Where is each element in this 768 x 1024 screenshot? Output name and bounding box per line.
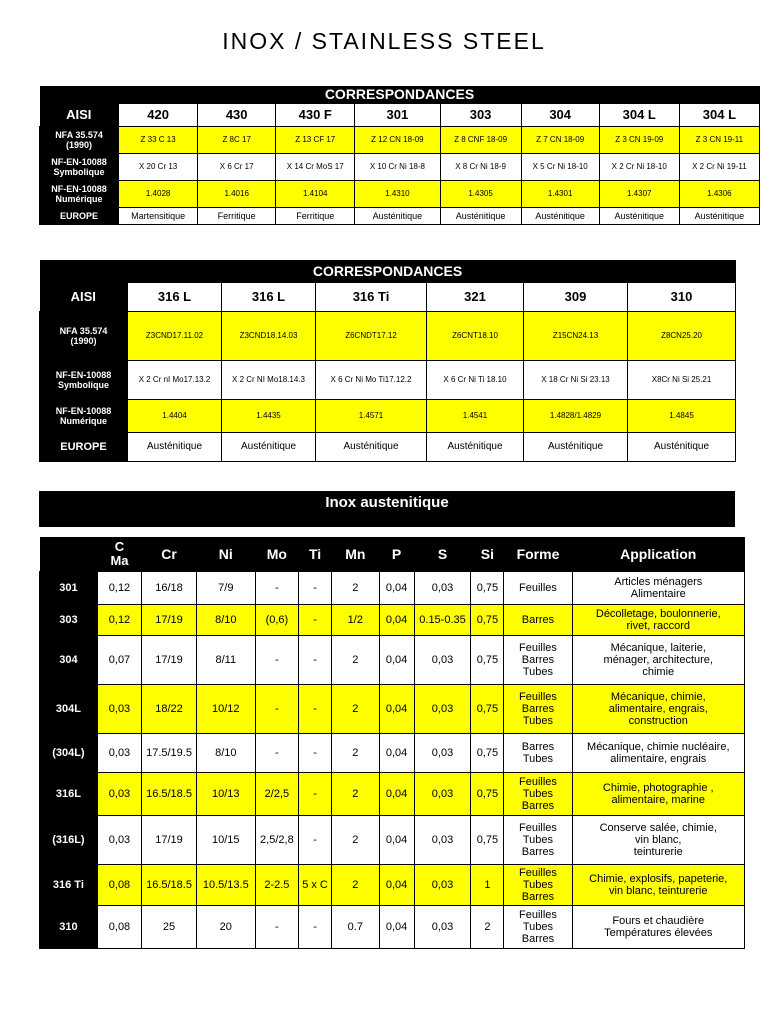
forme-cell: Barres	[504, 605, 572, 636]
value-cell: -	[299, 636, 332, 685]
table1-cell: X 20 Cr 13	[119, 153, 198, 180]
value-cell: 17.5/19.5	[142, 734, 197, 773]
value-cell: 2-2.5	[255, 865, 298, 906]
value-cell: 2	[332, 734, 379, 773]
table-row	[40, 816, 745, 865]
table1-cell: Z 3 CN 19-09	[599, 126, 679, 153]
value-cell: -	[299, 685, 332, 734]
table1-aisi-cell: 304 L	[599, 103, 679, 126]
table2-aisi-cell: 310	[628, 282, 736, 311]
table1-cell: Z 13 CF 17	[276, 126, 355, 153]
value-cell: 1/2	[332, 605, 379, 636]
table1-aisi-cell: 303	[440, 103, 521, 126]
forme-cell: Barres Tubes	[504, 734, 572, 773]
value-cell: -	[255, 572, 298, 605]
value-cell: -	[255, 636, 298, 685]
application-cell: Mécanique, laiterie, ménager, architecture, chimie	[572, 636, 744, 685]
table2-aisi-label: AISI	[40, 282, 128, 311]
header-cell: C Ma	[97, 537, 141, 572]
value-cell: 0,03	[414, 636, 471, 685]
table1-row-label: NF-EN-10088 Numérique	[40, 180, 119, 207]
value-cell: -	[255, 734, 298, 773]
table2-cell: X8Cr Ni Si 25.21	[628, 360, 736, 399]
table1-cell: Z 7 CN 18-09	[521, 126, 599, 153]
header-cell: P	[379, 537, 414, 572]
table1-row-label: NF-EN-10088 Symbolique	[40, 153, 119, 180]
table-row	[40, 572, 745, 605]
table1-cell: X 6 Cr 17	[198, 153, 276, 180]
forme-cell: Feuilles Barres Tubes	[504, 685, 572, 734]
table2-cell: X 18 Cr Ni Si 23.13	[524, 360, 628, 399]
table2-cell: Austénitique	[524, 432, 628, 461]
grade-cell: 301	[40, 572, 98, 605]
table2-cell: Austénitique	[128, 432, 222, 461]
table1-band-title: CORRESPONDANCES	[40, 86, 760, 103]
table1-cell: Ferritique	[276, 207, 355, 224]
table2-cell: Z3CND17.11.02	[128, 311, 222, 360]
value-cell: 8/10	[196, 605, 255, 636]
table2-cell: 1.4828/1.4829	[524, 399, 628, 432]
header-cell: Mn	[332, 537, 379, 572]
value-cell: -	[299, 816, 332, 865]
table1-cell: X 10 Cr Ni 18-8	[355, 153, 440, 180]
value-cell: 0.15-0.35	[414, 605, 471, 636]
table1-aisi-cell: 301	[355, 103, 440, 126]
table2-row-label: NF-EN-10088 Numérique	[40, 399, 128, 432]
value-cell: 10/12	[196, 685, 255, 734]
value-cell: 0,03	[97, 816, 141, 865]
grade-cell: 316L	[40, 773, 98, 816]
forme-cell: Feuilles Tubes Barres	[504, 816, 572, 865]
value-cell: -	[299, 734, 332, 773]
table1-cell: Austénitique	[679, 207, 759, 224]
table1-cell: 1.4305	[440, 180, 521, 207]
header-cell: S	[414, 537, 471, 572]
value-cell: 0,04	[379, 605, 414, 636]
grade-cell: 304L	[40, 685, 98, 734]
table1-cell: 1.4104	[276, 180, 355, 207]
table1-cell: X 2 Cr Ni 19-11	[679, 153, 759, 180]
application-cell: Articles ménagers Alimentaire	[572, 572, 744, 605]
value-cell: 0,75	[471, 572, 504, 605]
value-cell: 0,07	[97, 636, 141, 685]
value-cell: -	[299, 605, 332, 636]
table2-band-title: CORRESPONDANCES	[40, 260, 736, 282]
value-cell: 2,5/2,8	[255, 816, 298, 865]
table1-cell: Austénitique	[521, 207, 599, 224]
value-cell: 16/18	[142, 572, 197, 605]
grade-cell: (316L)	[40, 816, 98, 865]
value-cell: 0.7	[332, 906, 379, 949]
table1-cell: X 2 Cr Ni 18-10	[599, 153, 679, 180]
table-row	[40, 685, 745, 734]
table1-cell: 1.4028	[119, 180, 198, 207]
value-cell: 0,04	[379, 685, 414, 734]
value-cell: 0,12	[97, 605, 141, 636]
value-cell: 0,03	[97, 734, 141, 773]
correspondances-table-2	[39, 260, 736, 462]
value-cell: 5 x C	[299, 865, 332, 906]
value-cell: 0,75	[471, 685, 504, 734]
table2-cell: Austénitique	[427, 432, 524, 461]
table1-cell: Z 8 CNF 18-09	[440, 126, 521, 153]
table1-cell: Z 12 CN 18-09	[355, 126, 440, 153]
table2-cell: Z15CN24.13	[524, 311, 628, 360]
value-cell: -	[299, 906, 332, 949]
forme-cell: Feuilles Barres Tubes	[504, 636, 572, 685]
table1-cell: X 8 Cr Ni 18-9	[440, 153, 521, 180]
value-cell: 7/9	[196, 572, 255, 605]
value-cell: 0,03	[414, 685, 471, 734]
table2-cell: X 2 Cr nI Mo17.13.2	[128, 360, 222, 399]
table1-aisi-cell: 304	[521, 103, 599, 126]
austenitic-composition-table	[39, 537, 745, 949]
value-cell: 0,75	[471, 773, 504, 816]
application-cell: Mécanique, chimie nucléaire, alimentaire, engrais	[572, 734, 744, 773]
value-cell: 0,04	[379, 572, 414, 605]
correspondances-table-1	[39, 86, 760, 225]
table2-cell: X 6 Cr Ni Ti 18.10	[427, 360, 524, 399]
value-cell: 0,75	[471, 734, 504, 773]
value-cell: 0,08	[97, 865, 141, 906]
header-cell: Forme	[504, 537, 572, 572]
table1-cell: 1.4307	[599, 180, 679, 207]
table2-row-label: NF-EN-10088 Symbolique	[40, 360, 128, 399]
table1-aisi-cell: 430	[198, 103, 276, 126]
table2-aisi-cell: 321	[427, 282, 524, 311]
value-cell: 2	[332, 773, 379, 816]
value-cell: 17/19	[142, 605, 197, 636]
value-cell: 0,04	[379, 773, 414, 816]
value-cell: 10/13	[196, 773, 255, 816]
value-cell: 2	[332, 865, 379, 906]
forme-cell: Feuilles Tubes Barres	[504, 865, 572, 906]
grade-cell: (304L)	[40, 734, 98, 773]
section-title: Inox austenitique	[39, 491, 735, 527]
header-cell: Mo	[255, 537, 298, 572]
table2-cell: 1.4404	[128, 399, 222, 432]
value-cell: 0,04	[379, 865, 414, 906]
table-row	[40, 865, 745, 906]
value-cell: 0,04	[379, 816, 414, 865]
table2-cell: 1.4541	[427, 399, 524, 432]
forme-cell: Feuilles	[504, 572, 572, 605]
table-row	[40, 734, 745, 773]
header-cell: Si	[471, 537, 504, 572]
value-cell: 8/11	[196, 636, 255, 685]
table-row	[40, 773, 745, 816]
application-cell: Fours et chaudière Températures élevées	[572, 906, 744, 949]
value-cell: 0,12	[97, 572, 141, 605]
table1-cell: Ferritique	[198, 207, 276, 224]
value-cell: 20	[196, 906, 255, 949]
value-cell: 0,75	[471, 605, 504, 636]
value-cell: 2	[332, 572, 379, 605]
value-cell: 0,03	[414, 906, 471, 949]
page-title: INOX / STAINLESS STEEL	[222, 28, 546, 54]
value-cell: 0,75	[471, 816, 504, 865]
table2-aisi-cell: 316 Ti	[316, 282, 427, 311]
table2-aisi-cell: 316 L	[222, 282, 316, 311]
value-cell: -	[299, 572, 332, 605]
value-cell: 17/19	[142, 816, 197, 865]
table1-cell: Z 8C 17	[198, 126, 276, 153]
value-cell: 10/15	[196, 816, 255, 865]
value-cell: 16.5/18.5	[142, 773, 197, 816]
table-row	[40, 636, 745, 685]
header-cell: Ni	[196, 537, 255, 572]
grade-cell: 303	[40, 605, 98, 636]
table2-cell: Z6CNT18.10	[427, 311, 524, 360]
value-cell: 0,08	[97, 906, 141, 949]
table2-aisi-cell: 316 L	[128, 282, 222, 311]
value-cell: 0,03	[414, 773, 471, 816]
table2-row-label: EUROPE	[40, 432, 128, 461]
table2-cell: 1.4435	[222, 399, 316, 432]
header-cell: Ti	[299, 537, 332, 572]
table1-row-label: EUROPE	[40, 207, 119, 224]
value-cell: 1	[471, 865, 504, 906]
forme-cell: Feuilles Tubes Barres	[504, 906, 572, 949]
header-cell: Cr	[142, 537, 197, 572]
application-cell: Conserve salée, chimie, vin blanc, teinturerie	[572, 816, 744, 865]
table1-row-label: NFA 35.574 (1990)	[40, 126, 119, 153]
table1-aisi-cell: 430 F	[276, 103, 355, 126]
value-cell: 0,04	[379, 906, 414, 949]
value-cell: 0,03	[414, 816, 471, 865]
table2-row-label: NFA 35.574 (1990)	[40, 311, 128, 360]
table1-cell: 1.4301	[521, 180, 599, 207]
value-cell: 0,03	[414, 572, 471, 605]
table1-cell: 1.4310	[355, 180, 440, 207]
value-cell: 0,04	[379, 734, 414, 773]
table2-cell: 1.4845	[628, 399, 736, 432]
grade-cell: 316 Ti	[40, 865, 98, 906]
table1-cell: Austénitique	[355, 207, 440, 224]
header-cell	[40, 537, 98, 572]
table1-cell: Martensitique	[119, 207, 198, 224]
value-cell: 2/2,5	[255, 773, 298, 816]
value-cell: 18/22	[142, 685, 197, 734]
table2-cell: Austénitique	[222, 432, 316, 461]
value-cell: -	[255, 906, 298, 949]
table-row	[40, 605, 745, 636]
value-cell: -	[299, 773, 332, 816]
grade-cell: 310	[40, 906, 98, 949]
value-cell: 0,03	[414, 865, 471, 906]
value-cell: 2	[332, 816, 379, 865]
table1-cell: Z 3 CN 19-11	[679, 126, 759, 153]
table2-cell: Z6CNDT17.12	[316, 311, 427, 360]
value-cell: 8/10	[196, 734, 255, 773]
value-cell: 2	[332, 636, 379, 685]
table2-cell: Austénitique	[628, 432, 736, 461]
table1-cell: X 5 Cr Ni 18-10	[521, 153, 599, 180]
value-cell: 0,03	[97, 773, 141, 816]
application-cell: Décolletage, boulonnerie, rivet, raccord	[572, 605, 744, 636]
table2-cell: Z3CND18.14.03	[222, 311, 316, 360]
table1-aisi-label: AISI	[40, 103, 119, 126]
value-cell: 2	[332, 685, 379, 734]
table2-cell: X 2 Cr NI Mo18.14.3	[222, 360, 316, 399]
forme-cell: Feuilles Tubes Barres	[504, 773, 572, 816]
value-cell: 0,75	[471, 636, 504, 685]
grade-cell: 304	[40, 636, 98, 685]
value-cell: 25	[142, 906, 197, 949]
value-cell: 10.5/13.5	[196, 865, 255, 906]
table2-aisi-cell: 309	[524, 282, 628, 311]
value-cell: 0,04	[379, 636, 414, 685]
value-cell: 17/19	[142, 636, 197, 685]
value-cell: 16.5/18.5	[142, 865, 197, 906]
table2-cell: X 6 Cr Ni Mo Ti17.12.2	[316, 360, 427, 399]
value-cell: 2	[471, 906, 504, 949]
value-cell: -	[255, 685, 298, 734]
table2-cell: Austénitique	[316, 432, 427, 461]
table1-cell: Z 33 C 13	[119, 126, 198, 153]
table-row	[40, 906, 745, 949]
table1-aisi-cell: 420	[119, 103, 198, 126]
value-cell: 0,03	[97, 685, 141, 734]
table1-cell: 1.4306	[679, 180, 759, 207]
application-cell: Mécanique, chimie, alimentaire, engrais, construction	[572, 685, 744, 734]
value-cell: (0,6)	[255, 605, 298, 636]
table1-cell: Austénitique	[599, 207, 679, 224]
table1-cell: Austénitique	[440, 207, 521, 224]
table1-cell: X 14 Cr MoS 17	[276, 153, 355, 180]
table2-cell: Z8CN25.20	[628, 311, 736, 360]
application-cell: Chimie, explosifs, papeterie, vin blanc, teinturerie	[572, 865, 744, 906]
table2-cell: 1.4571	[316, 399, 427, 432]
header-cell: Application	[572, 537, 744, 572]
application-cell: Chimie, photographie , alimentaire, marine	[572, 773, 744, 816]
value-cell: 0,03	[414, 734, 471, 773]
table1-aisi-cell: 304 L	[679, 103, 759, 126]
table1-cell: 1.4016	[198, 180, 276, 207]
